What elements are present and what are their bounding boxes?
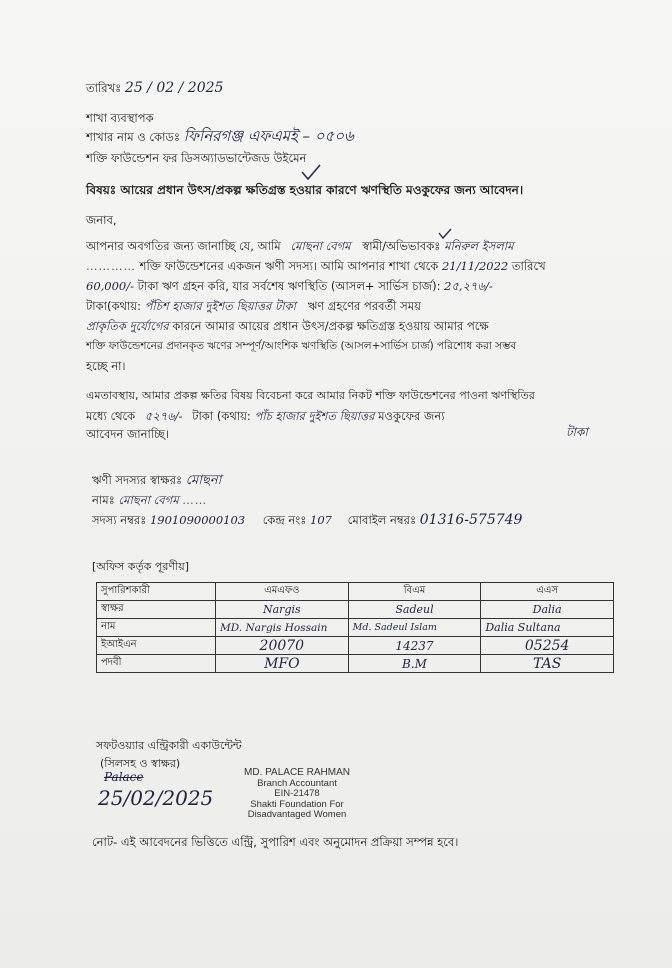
para1-line7: হচ্ছে না। [86, 359, 126, 373]
applicant-name: মোছনা বেগম [290, 239, 351, 253]
office-table [96, 582, 614, 673]
row-label: নাম [97, 619, 216, 637]
center-label: কেন্দ্র নংঃ [262, 513, 307, 527]
branch-value: ফিনিরগঞ্জ এফএমই – ০৫০৬ [183, 127, 354, 145]
dotted-fill: …… [182, 493, 208, 507]
ein-cell: 14237 [348, 637, 481, 655]
para2-text-3: টাকা (কথায়: [192, 409, 251, 423]
office-signature-row [97, 601, 614, 619]
member-name-row [92, 492, 207, 508]
check-mark-icon [438, 228, 452, 240]
mobile-no: 01316-575749 [419, 512, 523, 528]
stamp-line: Shakti Foundation For [250, 798, 344, 810]
designation-cell: MFO [216, 655, 349, 673]
accountant-sign-date: 25/02/2025 [98, 786, 214, 810]
row-label: ইআইএন [97, 637, 216, 655]
balance-in-words: পঁচিশ হাজার দুইশত ছিয়াত্তর টাকা [144, 299, 297, 313]
office-designation-row [97, 655, 614, 673]
recipient-line2 [86, 128, 354, 145]
signature-cell: Dalia [481, 601, 614, 619]
para1-text-4: তারিখে [511, 259, 546, 273]
stamp-line: Branch Accountant [257, 777, 337, 789]
subject: বিষয়ঃ আয়ের প্রধান উৎস/প্রকল্প ক্ষতিগ্রস্ত হওয়ার কারণে ঋণস্থিতি মওকুফের জন্য আবেদন। [86, 183, 524, 197]
guardian-name: মনিরুল ইসলাম [444, 239, 514, 253]
member-no-label: সদস্য নম্বরঃ [92, 513, 147, 527]
designation-cell: TAS [481, 655, 614, 673]
office-name-row [97, 619, 614, 637]
member-signature: মোছনা [185, 473, 222, 488]
member-name-label: নামঃ [92, 493, 115, 507]
member-sign-label: ঋণী সদস্যর স্বাক্ষরঃ [92, 473, 183, 487]
signature-cell: Nargis [216, 601, 349, 619]
loan-amount: 60,000/- [86, 279, 134, 293]
para1-line2 [86, 258, 546, 274]
member-id-row [92, 512, 522, 528]
date-label: তারিখঃ [86, 81, 122, 95]
office-title: [অফিস কর্তৃক পূরণীয়] [92, 560, 189, 573]
date-value: 25 / 02 / 2025 [124, 80, 224, 96]
recipient-line3: শক্তি ফাউন্ডেশন ফর ডিসঅ্যাডভান্টেজড উইমেন [86, 151, 307, 165]
mobile-label: মোবাইল নম্বরঃ [347, 513, 417, 527]
office-header: এমএফও [216, 583, 349, 601]
para1-line6: শক্তি ফাউন্ডেশনের প্রদানকৃত ঋণের সম্পূর্ণ/আংশিক ঋণস্থিতি (আসল+সার্ভিস চার্জ) পরিশোধ করা সম্ভব [86, 340, 517, 352]
para2-line2 [86, 408, 445, 424]
salutation: জনাব, [86, 213, 117, 227]
row-label: স্বাক্ষর [97, 601, 216, 619]
ein-cell: 05254 [481, 637, 614, 655]
office-header: সুপারিশকারী [97, 583, 216, 601]
row-label: পদবী [97, 655, 216, 673]
name-cell: Md. Sadeul Islam [348, 619, 481, 637]
para1-text-1: আপনার অবগতির জন্য জানাচ্ছি যে, আমি [86, 239, 281, 253]
damage-cause: প্রাকৃতিক দুর্যোগের [86, 319, 169, 333]
para1-text-5: টাকা ঋণ গ্রহন করি, যার সর্বশেষ ঋণস্থিতি (আসল+ সার্ভিস চার্জ): [137, 279, 441, 293]
para1-text-8: কারনে আমার আয়ের প্রধান উৎস/প্রকল্প ক্ষতিগ্রস্ত হওয়ায় আমার পক্ষে [172, 319, 489, 333]
ein-cell: 20070 [216, 637, 349, 655]
office-header-row [97, 583, 614, 601]
waiver-in-words: পাঁচ হাজার দুইশত ছিয়াত্তর [254, 409, 375, 423]
name-cell: MD. Nargis Hossain [216, 619, 349, 637]
date-row [86, 80, 223, 99]
para1-text-7: ঋণ গ্রহণের পরবর্তী সময় [307, 299, 421, 313]
waiver-amount: ৫২৭৬/- [144, 409, 183, 423]
branch-label: শাখার নাম ও কোডঃ [86, 130, 181, 144]
accountant-title: সফটওয়্যার এন্ট্রিকারী একাউন্টেন্ট [96, 739, 242, 752]
para1-line4 [86, 298, 421, 314]
para2-line3: আবেদন জানাচ্ছি। [86, 427, 170, 441]
para1-line5 [86, 318, 489, 334]
center-no: 107 [310, 513, 332, 527]
para1-line3 [86, 278, 493, 294]
footer-note: নোট- এই আবেদনের ভিত্তিতে এন্ট্রি, সুপারিশ এবং অনুমোদন প্রক্রিয়া সম্পন্ন হবে। [92, 835, 459, 849]
para2-line1: এমতাবস্থায়, আমার প্রকল্প ক্ষতির বিষয় বিবেচনা করে আমার নিকট শক্তি ফাউন্ডেশনের পাওনা ঋণস্থিতির [86, 389, 535, 402]
accountant-subtitle: (সিলসহ ও স্বাক্ষর) [100, 757, 181, 770]
stamp-line: Disadvantaged Women [247, 809, 347, 820]
recipient-line1: শাখা ব্যবস্থাপক [86, 111, 154, 125]
accountant-signature: Palace [104, 770, 144, 784]
waiver-words-continuation: টাকা [566, 425, 588, 439]
para1-line1 [86, 238, 514, 254]
signature-cell: Sadeul [348, 601, 481, 619]
accountant-stamp [232, 768, 362, 821]
office-header: এএস [481, 583, 614, 601]
stamp-name: MD. PALACE RAHMAN [244, 767, 350, 778]
para1-text-6: টাকা(কথায়: [86, 299, 141, 313]
member-sign-row [92, 472, 221, 489]
name-cell: Dalia Sultana [481, 619, 614, 637]
member-name: মোছনা বেগম [118, 493, 179, 507]
dotted-fill: ………… [86, 259, 136, 273]
office-ein-row [97, 637, 614, 655]
office-header: বিএম [348, 583, 481, 601]
stamp-line: EIN-21478 [274, 788, 320, 799]
para1-text-3: শক্তি ফাউন্ডেশনের একজন ঋণী সদস্য। আমি আপনার শাখা থেকে [139, 259, 439, 273]
loan-date: 21/11/2022 [441, 259, 509, 273]
loan-balance: 2৫,২৭৬/- [444, 279, 493, 293]
para2-text-4: মওকুফের জন্য [378, 409, 445, 423]
para2-text-2: মধ্যে থেকে [86, 409, 136, 423]
para1-text-2: স্বামী/অভিভাবকঃ [362, 239, 441, 253]
designation-cell: B.M [348, 655, 481, 673]
check-mark-icon [300, 164, 322, 182]
member-no: 1901090000103 [149, 513, 246, 527]
